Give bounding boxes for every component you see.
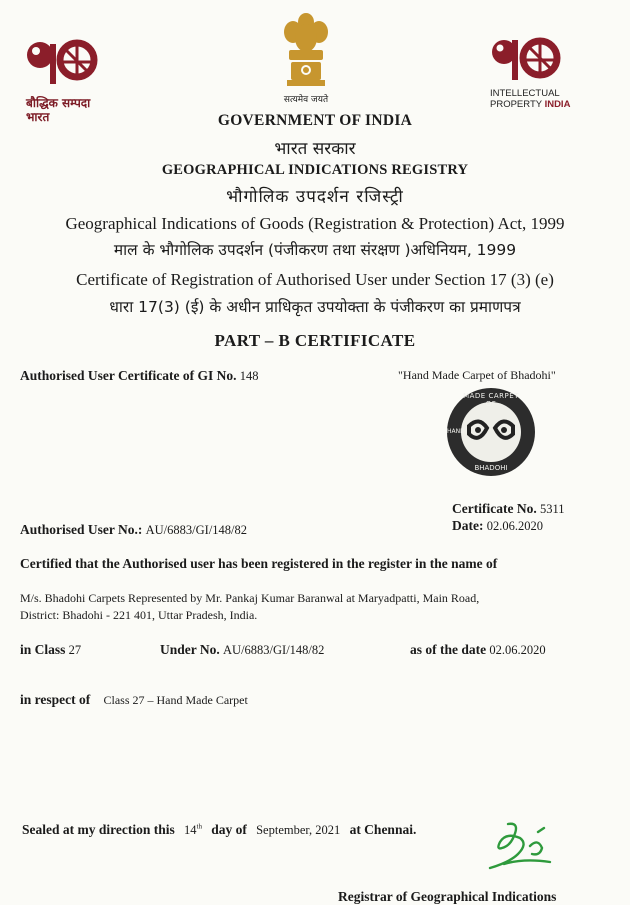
in-respect-label: in respect of — [20, 692, 91, 707]
sealed-month-year: September, 2021 — [256, 823, 341, 837]
sealed-label: Sealed at my direction this — [22, 822, 175, 837]
sealed-row — [22, 822, 416, 838]
logo-right-caption-2: PROPERTY — [490, 99, 542, 110]
under-number-row — [160, 642, 324, 658]
logo-right-caption-1: INTELLECTUAL — [490, 88, 560, 99]
sealed-day: 14 — [184, 823, 197, 837]
ip-logo-right-icon — [488, 36, 566, 92]
part-b-title: PART – B CERTIFICATE — [214, 331, 416, 350]
certificate-number: 5311 — [539, 502, 565, 516]
class-label: in Class — [20, 642, 66, 657]
certificate-heading-hindi: धारा 17(3) (ई) के अधीन प्राधिकृत उपयोक्ता के पंजीकरण का प्रमाणपत्र — [109, 298, 521, 316]
sealed-day-suffix: th — [196, 822, 202, 831]
ip-india-logo-right — [486, 36, 576, 92]
gi-seal — [445, 386, 537, 478]
in-respect-value: Class 27 – Hand Made Carpet — [103, 693, 248, 707]
registrar-signature — [480, 818, 560, 876]
emblem-motto: सत्यमेव जयते — [283, 95, 329, 105]
national-emblem — [275, 10, 337, 105]
logo-right-caption — [490, 88, 570, 110]
certificate-number-label: Certificate No. — [452, 501, 537, 516]
under-number: AU/6883/GI/148/82 — [223, 643, 325, 657]
at-chennai-label: at Chennai. — [349, 822, 417, 837]
as-of-date-label: as of the date — [410, 642, 487, 657]
registered-name-line-1: M/s. Bhadohi Carpets Represented by Mr. Pankaj Kumar Baranwal at Maryadpatti, Main Road, — [20, 591, 480, 605]
as-of-date-row — [410, 642, 546, 658]
gi-number: 148 — [239, 369, 259, 383]
ip-logo-icon — [22, 38, 104, 96]
class-row — [20, 642, 81, 658]
registered-name-line-2: District: Bhadohi - 221 401, Uttar Pradesh, India. — [20, 608, 258, 622]
registry-title: GEOGRAPHICAL INDICATIONS REGISTRY — [161, 162, 469, 178]
certificate-heading: Certificate of Registration of Authorised User under Section 17 (3) (e) — [76, 270, 554, 289]
gi-name: "Hand Made Carpet of Bhadohi" — [398, 368, 556, 382]
ip-india-logo-left — [22, 38, 104, 124]
logo-left-caption-2: भारत — [26, 110, 50, 124]
government-title-hindi: भारत सरकार — [274, 139, 356, 159]
authorised-user-row — [20, 522, 247, 538]
authorised-user-number: AU/6883/GI/148/82 — [145, 523, 248, 537]
act-title-hindi: माल के भौगोलिक उपदर्शन (पंजीकरण तथा संरक्षण )अधिनियम, 1999 — [113, 241, 517, 259]
authorised-user-label: Authorised User No.: — [20, 522, 143, 537]
registrar-title: Registrar of Geographical Indications — [338, 889, 557, 904]
certificate-date: 02.06.2020 — [486, 519, 543, 533]
seal-text-bottom: BHADOHI — [474, 464, 508, 472]
seal-text-top: MADE CARPET OF — [463, 392, 519, 408]
date-label: Date: — [452, 518, 484, 533]
certificate-number-row — [452, 501, 565, 517]
certified-statement: Certified that the Authorised user has been registered in the register in the name of — [20, 556, 498, 571]
date-row — [452, 518, 543, 534]
in-respect-row — [20, 692, 248, 708]
as-of-date: 02.06.2020 — [489, 643, 546, 657]
registry-title-hindi: भौगोलिक उपदर्शन रजिस्ट्री — [226, 187, 404, 207]
gi-number-row — [20, 368, 258, 384]
logo-left-caption-1: बौद्धिक सम्पदा — [26, 96, 91, 110]
class-number: 27 — [68, 643, 82, 657]
day-of-label: day of — [211, 822, 247, 837]
act-title: Geographical Indications of Goods (Registration & Protection) Act, 1999 — [65, 214, 565, 233]
signature-icon — [480, 818, 560, 876]
government-title: GOVERNMENT OF INDIA — [217, 112, 413, 129]
logo-right-caption-3: INDIA — [544, 99, 571, 110]
gi-label: Authorised User Certificate of GI No. — [20, 368, 237, 383]
under-number-label: Under No. — [160, 642, 220, 657]
seal-text-left: HAND — [447, 428, 465, 435]
ashoka-emblem-icon — [275, 10, 337, 90]
